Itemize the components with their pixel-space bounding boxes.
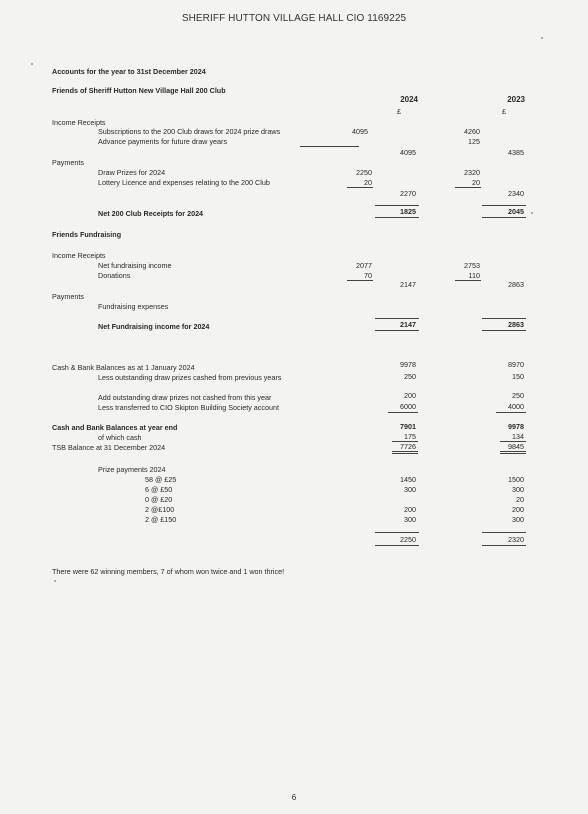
lottery-licence-2024: 20 <box>364 178 372 187</box>
lottery-licence-2023: 20 <box>472 178 480 187</box>
scan-speck <box>531 212 533 214</box>
draw-prizes-label: Draw Prizes for 2024 <box>98 168 166 177</box>
club-net-label: Net 200 Club Receipts for 2024 <box>98 209 204 218</box>
total-rule <box>375 217 419 218</box>
total-rule <box>375 318 419 319</box>
subtotal-rule <box>300 146 359 147</box>
prize-row-2024: 300 <box>404 485 416 494</box>
net-fundraising-income-label: Net fundraising income <box>98 261 172 270</box>
club-payments-heading: Payments <box>52 158 84 167</box>
net-fundraising-income-2023: 2753 <box>464 261 480 270</box>
total-rule <box>482 545 526 546</box>
cash-label: of which cash <box>98 433 142 442</box>
year-end-balance-2023: 9978 <box>508 422 524 431</box>
donations-2024: 70 <box>364 271 372 280</box>
cash-2023: 134 <box>512 432 524 441</box>
prize-row-label: 2 @ £150 <box>145 515 177 524</box>
opening-balance-label: Cash & Bank Balances as at 1 January 2024 <box>52 363 195 372</box>
club-net-2024: 1825 <box>400 207 416 216</box>
subtotal-rule <box>347 280 373 281</box>
footnote: There were 62 winning members, 7 of whom won twice and 1 won thrice! <box>52 567 285 576</box>
club-income-total-2024: 4095 <box>400 148 416 157</box>
fundraising-net-2023: 2863 <box>508 320 524 329</box>
column-header-2024: 2024 <box>400 95 418 104</box>
add-outstanding-2024: 200 <box>404 391 416 400</box>
prize-row-2023: 1500 <box>508 475 524 484</box>
year-end-balance-label: Cash and Bank Balances at year end <box>52 423 178 432</box>
total-rule <box>482 205 526 206</box>
add-outstanding-label: Add outstanding draw prizes not cashed from this year <box>98 393 272 402</box>
prize-total-2023: 2320 <box>508 535 524 544</box>
document-title: SHERIFF HUTTON VILLAGE HALL CIO 1169225 <box>181 13 407 24</box>
fundraising-net-2024: 2147 <box>400 320 416 329</box>
total-rule <box>482 318 526 319</box>
transfer-2023: 4000 <box>508 402 524 411</box>
tsb-balance-2023: 9845 <box>508 442 524 451</box>
opening-balance-2024: 9978 <box>400 360 416 369</box>
advance-payments-2023: 125 <box>468 137 480 146</box>
subtotal-rule <box>347 187 373 188</box>
total-rule <box>375 205 419 206</box>
prize-row-label: 6 @ £50 <box>145 485 173 494</box>
prize-row-label: 58 @ £25 <box>145 475 177 484</box>
total-rule <box>392 451 418 452</box>
transfer-label: Less transferred to CIO Skipton Building Society account <box>98 403 279 412</box>
subscriptions-label: Subscriptions to the 200 Club draws for 2024 prize draws <box>98 127 281 136</box>
donations-label: Donations <box>98 271 131 280</box>
page-number: 6 <box>291 793 297 802</box>
prize-row-2023: 300 <box>512 515 524 524</box>
total-rule <box>482 217 526 218</box>
fundraising-income-total-2023: 2863 <box>508 280 524 289</box>
fundraising-income-heading: Income Receipts <box>52 251 106 260</box>
currency-symbol-2024: £ <box>397 107 401 116</box>
fundraising-payments-heading: Payments <box>52 292 84 301</box>
year-end-balance-2024: 7901 <box>400 422 416 431</box>
total-rule <box>375 330 419 331</box>
section-title-200-club: Friends of Sheriff Hutton New Village Hall 200 Club <box>52 86 226 95</box>
total-rule <box>375 532 419 533</box>
prize-row-2023: 200 <box>512 505 524 514</box>
tsb-balance-2024: 7726 <box>400 442 416 451</box>
total-rule <box>375 545 419 546</box>
total-rule <box>500 451 526 452</box>
total-rule <box>482 532 526 533</box>
opening-balance-2023: 8970 <box>508 360 524 369</box>
subtotal-rule <box>496 412 526 413</box>
draw-prizes-2023: 2320 <box>464 168 480 177</box>
total-rule <box>482 330 526 331</box>
fundraising-title: Friends Fundraising <box>52 230 122 239</box>
fundraising-net-label: Net Fundraising income for 2024 <box>98 322 210 331</box>
prize-payments-heading: Prize payments 2024 <box>98 465 166 474</box>
scan-speck <box>541 37 543 39</box>
club-income-heading: Income Receipts <box>52 118 106 127</box>
fundraising-income-total-2024: 2147 <box>400 280 416 289</box>
prize-row-2023: 20 <box>516 495 524 504</box>
less-outstanding-label: Less outstanding draw prizes cashed from previous years <box>98 373 282 382</box>
add-outstanding-2023: 250 <box>512 391 524 400</box>
draw-prizes-2024: 2250 <box>356 168 372 177</box>
prize-row-2024: 200 <box>404 505 416 514</box>
transfer-2024: 6000 <box>400 402 416 411</box>
scan-speck <box>54 580 56 582</box>
less-outstanding-2024: 250 <box>404 372 416 381</box>
subtotal-rule <box>455 187 481 188</box>
prize-row-2024: 1450 <box>400 475 416 484</box>
less-outstanding-2023: 150 <box>512 372 524 381</box>
scan-speck <box>31 63 33 65</box>
total-rule <box>500 453 526 454</box>
prize-row-label: 2 @£100 <box>145 505 175 514</box>
tsb-balance-label: TSB Balance at 31 December 2024 <box>52 443 166 452</box>
prize-row-2023: 300 <box>512 485 524 494</box>
donations-2023: 110 <box>468 271 480 280</box>
prize-row-label: 0 @ £20 <box>145 495 173 504</box>
advance-payments-label: Advance payments for future draw years <box>98 137 228 146</box>
prize-row-2024: 300 <box>404 515 416 524</box>
subtotal-rule <box>388 412 418 413</box>
accounts-title: Accounts for the year to 31st December 2024 <box>52 67 206 76</box>
total-rule <box>392 453 418 454</box>
fundraising-expenses-label: Fundraising expenses <box>98 302 169 311</box>
cash-2024: 175 <box>404 432 416 441</box>
currency-symbol-2023: £ <box>502 107 506 116</box>
prize-total-2024: 2250 <box>400 535 416 544</box>
club-net-2023: 2045 <box>508 207 524 216</box>
club-payments-total-2023: 2340 <box>508 189 524 198</box>
club-income-total-2023: 4385 <box>508 148 524 157</box>
subtotal-rule <box>455 280 481 281</box>
subscriptions-2024: 4095 <box>352 127 368 136</box>
net-fundraising-income-2024: 2077 <box>356 261 372 270</box>
column-header-2023: 2023 <box>507 95 525 104</box>
lottery-licence-label: Lottery Licence and expenses relating to the 200 Club <box>98 178 270 187</box>
subscriptions-2023: 4260 <box>464 127 480 136</box>
club-payments-total-2024: 2270 <box>400 189 416 198</box>
